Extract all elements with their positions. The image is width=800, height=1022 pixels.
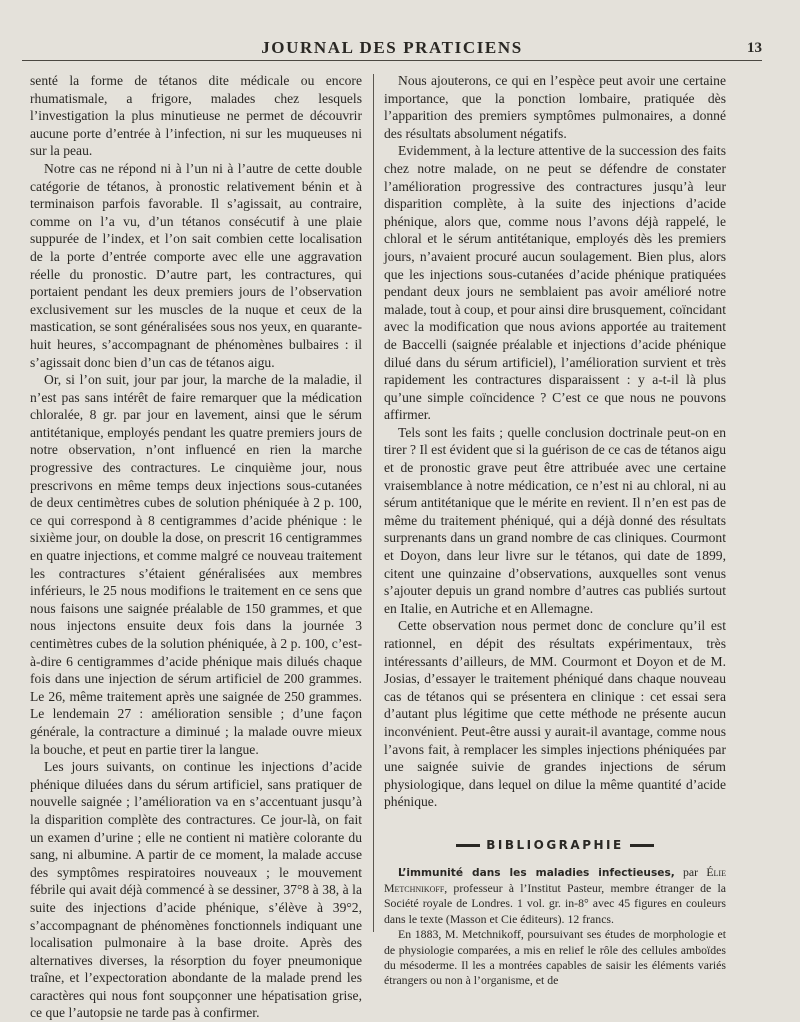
review-text: En 1883, M. Metchnikoff, poursuivant ses études de morphologie et de physiologie comparées, a mis en relief le rôle des cellules amboïdes du mésoderme. Il les a montrées capables de saisir les éléments variés étrangers ou non à l’organisme, et de bbox=[384, 927, 726, 988]
entry-by: par bbox=[674, 864, 707, 879]
entry-author: Élie Metchnikoff bbox=[384, 864, 726, 895]
running-title: JOURNAL DES PRATICIENS bbox=[261, 38, 523, 57]
left-column bbox=[30, 72, 362, 1022]
bibliography-heading-text: BIBLIOGRAPHIE bbox=[486, 837, 624, 852]
paragraph: Notre cas ne répond ni à l’un ni à l’autre de cette double catégorie de tétanos, à pronostic relativement bénin et à terminaison parfois favorable. Il s’agissait, au contraire, comme on l’a vu, d’un tétanos consécutif à une plaie suppurée de l’index, et l’on sait combien cette localisation de la porte d’entrée comporte avec elle une aggravation réelle du pronostic. D’autre part, les contractures, qui portaient pendant les deux premiers jours de l’observation exclusivement sur les muscles de la nuque et ceux de la mastication, se sont généralisées sous nos yeux, en quarante-huit heures, s’accompagnant de phénomènes bulbaires : il s’agissait donc bien d’un cas de tétanos aigu. bbox=[30, 160, 362, 370]
right-column bbox=[384, 72, 726, 989]
running-head bbox=[22, 34, 762, 61]
entry-title: L’immunité dans les maladies infectieuses, bbox=[398, 866, 675, 879]
column-divider bbox=[373, 74, 374, 932]
bibliography-section bbox=[384, 837, 726, 989]
paragraph: Tels sont les faits ; quelle conclusion doctrinale peut-on en tirer ? Il est évident que si la guérison de ce cas de tétanos aigu et de pronostic grave peut être attribuée avec une certaine vraisemblance à notre médication, ce n’est ni au chloral, ni au sérum antitétanique que le mérite en revient. Il n’en est pas de même du traitement phéniqué, qui a déjà donné des résultats surprenants dans un grand nombre de cas cliniques. Courmont et Doyon, dans leur livre sur le tétanos, qui date de 1899, citent une quinzaine d’observations, auxquelles sont venus s’ajouter depuis un grand nombre d’autres cas publiés surtout en Italie, en Autriche et en Allemagne. bbox=[384, 424, 726, 616]
heading-rule-left bbox=[456, 844, 480, 847]
heading-rule-right bbox=[630, 844, 654, 847]
paragraph: Les jours suivants, on continue les injections d’acide phénique diluées dans du sérum artificiel, sans pratiquer de nouvelle saignée ; l’amélioration va en s’accentuant jusqu’à la disparition complète des contractures. Ce jour-là, on fait un examen d’urine ; elle ne contient ni matière colorante du sang, ni albumine. A partir de ce moment, la malade accuse des symptômes respiratoires nouveaux ; le mouvement fébrile qui avait déjà commencé à se dessiner, 37°8 à 38, à la suite des injections d’acide phénique, s’élève à 39°2, s’accompagnant de phénomènes fonctionnels indiquant une localisation pulmonaire à la base droite. Après des alternatives diverses, la résorption du foyer pneumonique traîne, et l’expectoration abondante de la malade prend les caractères qui nous font soupçonner une hépatisation grise, ce que l’autopsie ne tarde pas à confirmer. bbox=[30, 759, 362, 1021]
bibliography-heading bbox=[384, 837, 726, 855]
paragraph: Nous ajouterons, ce qui en l’espèce peut avoir une certaine importance, que la ponction lombaire, pratiquée dès l’apparition des premiers symptômes pulmonaires, a donné des résultats absolument négatifs. bbox=[384, 73, 726, 141]
page-number: 13 bbox=[747, 40, 762, 56]
paragraph: Evidemment, à la lecture attentive de la succession des faits chez notre malade, on ne peut se défendre de constater l’amélioration progressive des contractures jusqu’à leur disparition complète, à la suite des injections d’acide phénique, alors que, comme nous l’avons déjà rappelé, le chloral et le sérum antitétanique, employés dès les premiers jours, n’avaient procuré aucun soulagement. Bien plus, alors que les injections sous-cutanées d’acide phénique pratiquées pendant deux jours ne semblaient pas avoir amélioré notre malade, tout à coup, et pour ainsi dire brusquement, coïncidant avec la modification que nous avions apportée au traitement de Baccelli (saignée préalable et injections d’acide phénique dilué dans du sérum artificiel), l’amélioration survient et très rapidement les contractures disparaissent : y a-t-il là plus qu’une simple coïncidence ? C’est ce que nous ne pouvons affirmer. bbox=[384, 143, 727, 423]
bibliography-entry bbox=[384, 865, 726, 989]
paragraph: senté la forme de tétanos dite médicale ou encore rhumatismale, a frigore, malades chez lesquels l’investigation la plus minutieuse ne permet de découvrir aucune porte d’entrée à l’infection, ni sur les muqueuses ni sur la peau. bbox=[30, 73, 362, 159]
entry-details: , professeur à l’Institut Pasteur, membre étranger de la Société royale de Londres. 1 vol. gr. in-8° avec 45 figures en couleurs dans le texte (Masson et Cie éditeurs). 12 francs. bbox=[384, 880, 726, 926]
paragraph: Cette observation nous permet donc de conclure qu’il est rationnel, en dépit des résultats expérimentaux, très intéressants d’ailleurs, de MM. Courmont et Doyon et de M. Josias, d’essayer le traitement phéniqué dans chaque nouveau cas de tétanos qui se présentera en clinique : cet essai sera d’autant plus légitime que cette méthode ne présente aucun inconvénient. Peut-être aussi y aurait-il avantage, comme nous l’avons fait, à remplacer les simples injections phéniquées par une saignée suivie de grandes injections de sérum physiologique, dans lequel on dilue la même quantité d’acide phénique. bbox=[384, 618, 726, 810]
paragraph: Or, si l’on suit, jour par jour, la marche de la maladie, il n’est pas sans intérêt de faire remarquer que la médication chloralée, 8 gr. par jour en lavement, ainsi que le sérum antitétanique, employés pendant les quatre premiers jours de notre observation, n’ont influencé en rien la marche progressive des contractures. Le cinquième jour, nous prescrivons en même temps deux injections sous-cutanées de deux centimètres cubes de solution phéniquée à 2 p. 100, ce qui correspond à 8 centigrammes d’acide phénique : le sixième jour, on double la dose, on prescrit 16 centigrammes en quatre injections, et comme malgré ce nouveau traitement les contractures s’étaient généralisées aux membres inférieurs, le 25 nous modifions le traitement en ce sens que nous faisons une saignée préalable de 150 grammes, et que nous injectons ensuite deux fois dans la journée 3 centimètres cubes de la solution phéniquée, à 2 p. 100, c’est-à-dire 6 centigrammes d’acide phénique mais dilués chaque fois dans une injection de sérum artificiel de 200 grammes. Le 26, même traitement après une saignée de 250 grammes. Le lendemain 27 : amélioration sensible ; d’une façon générale, la contracture a diminué ; la malade ouvre mieux la bouche, et peut en partie tirer la langue. bbox=[30, 372, 362, 757]
